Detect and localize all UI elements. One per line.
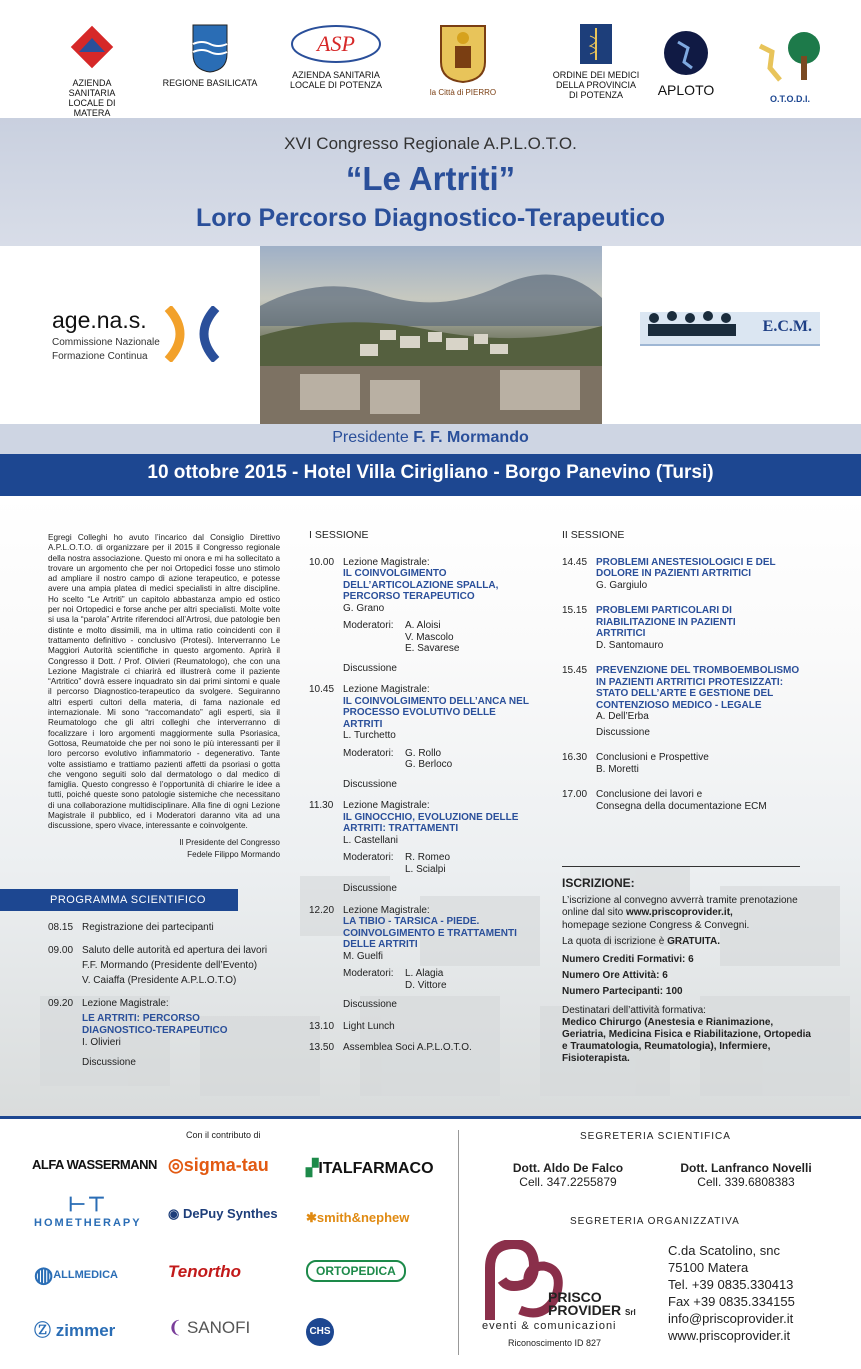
- session-1: [309, 530, 549, 1064]
- sponsor-italfarmaco: [306, 1158, 434, 1178]
- moderator: A. Aloisi: [405, 620, 441, 631]
- session-speaker: G. Gargiulo: [596, 579, 648, 591]
- program-text: Lezione Magistrale:: [82, 998, 169, 1009]
- moderator: G. Berloco: [405, 759, 453, 770]
- session-label: Lezione Magistrale:: [343, 684, 430, 695]
- moderators-label: Moderatori:: [343, 620, 394, 631]
- moderator: R. Romeo: [405, 852, 451, 863]
- program-role: (Presidente dell’Evento): [148, 960, 258, 971]
- contact-phone: Cell. 339.6808383: [697, 1175, 795, 1189]
- session-time: 15.45: [562, 665, 588, 676]
- program-topic: LE ARTRITI: PERCORSO DIAGNOSTICO-TERAPEUTICO: [82, 1013, 228, 1036]
- contact-name: Dott. Aldo De Falco: [512, 1161, 624, 1175]
- organizer-address: [668, 1242, 795, 1344]
- address-line: C.da Scatolino, snc: [668, 1243, 781, 1258]
- session-item: [562, 789, 812, 812]
- congress-title: “Le Artriti”: [345, 160, 516, 197]
- sponsor-sanofi: [168, 1318, 250, 1338]
- program-speaker: I. Olivieri: [82, 1037, 121, 1048]
- session-item: [309, 1042, 549, 1054]
- website-link[interactable]: www.priscoprovider.it: [668, 1328, 791, 1343]
- ordine-medici-logo: ORDINE DEI MEDICI DELLA PROVINCIA DI POTENZA: [548, 22, 644, 100]
- logo-strip: [0, 0, 861, 118]
- session-time: 17.00: [562, 789, 588, 800]
- registration-site: www.priscoprovider.it,: [625, 907, 733, 919]
- session-item: [309, 557, 549, 675]
- town-photo: [260, 246, 602, 424]
- address-line: 75100 Matera: [668, 1260, 749, 1275]
- sponsor-name: sigma-tau: [183, 1155, 269, 1175]
- caduceus-shield-icon: [578, 22, 614, 66]
- contact-2: [666, 1161, 826, 1189]
- registration-box: [562, 877, 812, 1070]
- session-time: 12.20: [309, 904, 335, 916]
- session-topic: PROBLEMI ANESTESIOLOGICI E DEL DOLORE IN PAZIENTI ARTRITICI: [596, 556, 776, 579]
- session-1-title: I SESSIONE: [309, 529, 369, 541]
- agenas-x-icon: [162, 306, 222, 362]
- moderators-label: Moderatori:: [343, 968, 394, 979]
- program-time: 09.00: [48, 945, 74, 956]
- program-time: 08.15: [48, 922, 74, 933]
- president-name: F. F. Mormando: [413, 429, 529, 446]
- agenas-sub2: Formazione Continua: [52, 350, 148, 362]
- session-topic: IL GINOCCHIO, EVOLUZIONE DELLE ARTRITI: TRATTAMENTI: [343, 811, 519, 834]
- session-time: 13.10: [309, 1020, 335, 1032]
- sponsor-name: SANOFI: [186, 1318, 251, 1337]
- session-discussion: Discussione: [343, 778, 397, 790]
- aploto-emblem-icon: [664, 28, 708, 78]
- prisco-name-line1: PRISCO: [548, 1289, 602, 1305]
- session-label: Consegna della documentazione ECM: [596, 800, 767, 812]
- session-speaker: M. Guelfi: [343, 950, 384, 962]
- scientific-secretariat-title: SEGRETERIA SCIENTIFICA: [580, 1131, 731, 1142]
- sponsor-sigma-tau: [168, 1155, 269, 1176]
- fax-line: Fax +39 0835.334155: [668, 1294, 795, 1309]
- intro-text: Egregi Colleghi ho avuto l’incarico dal Consiglio Direttivo A.P.L.O.T.O. di organizzare per il 2015 il Congresso regionale della nostra associazione. Questo mi onora e mi ha sollecitato a trovare un argomento che per noi Ortopedici fosse uno stimolo ad ampliare il nostro campo di azione terapeutico, e potesse avere una ampia platea di medici specialisti in altre discipline. Ho scelto “Le Artriti” un capitolo abbastanza ampio ed ostico per noi Ortopedici e forse anche per altri specialisti. Molte volte si usa la “parola” Artrite riferendoci all’Artrosi, due patologie ben distinte e molto dissimili, ma in ultima ratio coincidenti con il trattamento definitivo - conclusivo (Protesi). Interverranno Le Maggiori Autorità scientifiche in questo argomento. Aprirà il Congresso il Dott. / Prof. Olivieri (Reumatologo), che con una Lezione Magistrale ci chiarirà ed illustrerà come il paziente “Artritico” dovrà essere inquadrato sin dai primi sintomi e quale il percorso Diagnostico-terapeutico da svolgere. Seguiranno altri esperti cultori della materia, di fama nazionale ed internazionale. Mi sono “raccomandato” agli esperti, sia il Reumatologo che gli altri colleghi che interverranno di focalizzare i loro argomenti maggiormente sulla Psoriasica, Gottosa, Reumatoide che per noi sono le più interessanti per il loro percorso evolutivo infiammatorio - degenerativo. Tante volte assistiamo e trattiamo pazienti affetti da psoriasi o gotta che vengono seguiti solo dal dermatologo o dal medico di famiglia. Questo congresso è l’opportunità di chiarire le idee a tutti, poiché queste sono patologie sistemiche che necessitano di una collaborazione multidisciplinare. Alla fine di ogni Lezione Magistrale il pubblico, ed i Moderatori daranno vita ad una discussione, spero vivace, interessante e coinvolgente.: [48, 533, 280, 831]
- moderator: L. Scialpi: [405, 863, 446, 875]
- ecm-badge: [640, 312, 820, 346]
- moderators-label: Moderatori:: [343, 747, 394, 759]
- ecm-people-icon: [640, 302, 740, 336]
- audience-label: Destinatari dell’attività formativa:: [562, 1004, 706, 1016]
- regione-shield-icon: [190, 22, 230, 74]
- congress-subtitle: Loro Percorso Diagnostico-Terapeutico: [195, 204, 666, 232]
- session-label: Lezione Magistrale:: [343, 800, 430, 811]
- registration-text: L’iscrizione al convegno avverrà tramite prenotazione online dal sito: [562, 895, 798, 919]
- session-topic: IL COINVOLGIMENTO DELL’ARTICOLAZIONE SPALLA, PERCORSO TERAPEUTICO: [343, 568, 499, 602]
- sponsor-zimmer: [34, 1316, 115, 1341]
- session-item: [309, 800, 549, 895]
- session-label: Light Lunch: [343, 1020, 395, 1032]
- asp-ellipse-icon: [288, 22, 384, 66]
- session-item: [309, 905, 549, 1011]
- sponsor-name: HOMETHERAPY: [34, 1217, 142, 1229]
- registration-fee: GRATUITA.: [667, 935, 721, 947]
- phone-line: Tel. +39 0835.330413: [668, 1277, 794, 1292]
- program-time: 09.20: [48, 998, 74, 1009]
- otodi-tree-icon: [750, 28, 830, 90]
- sponsor-hometherapy: [34, 1192, 142, 1229]
- session-time: 14.45: [562, 556, 588, 568]
- prisco-srl: Srl: [625, 1308, 636, 1317]
- contact-phone: Cell. 347.2255879: [519, 1175, 617, 1189]
- session-topic: PREVENZIONE DEL TROMBOEMBOLISMO IN PAZIENTI ARTRITICI PROTESIZZATI: STATO DELL’ARTE E GESTIONE DEL CONTENZIOSO MEDICO - LEGALE: [596, 665, 800, 711]
- participants-count: Numero Partecipanti: 100: [562, 986, 683, 998]
- sanofi-icon: ❨: [168, 1318, 187, 1337]
- session-time: 13.50: [309, 1042, 335, 1053]
- session-topic: PROBLEMI PARTICOLARI DI RIABILITAZIONE IN PAZIENTI ARTRITICI: [596, 605, 736, 639]
- program-discussion: Discussione: [82, 1057, 136, 1068]
- session-speaker: B. Moretti: [596, 763, 639, 775]
- hometherapy-icon: ⊢⊤: [68, 1194, 108, 1216]
- session-label: Conclusione dei lavori e: [596, 789, 703, 800]
- contact-1: [498, 1161, 638, 1189]
- moderators-label: Moderatori:: [343, 852, 394, 863]
- hours-count: Numero Ore Attività: 6: [562, 970, 668, 982]
- organizing-secretariat-title: SEGRETERIA ORGANIZZATIVA: [570, 1216, 740, 1227]
- allmedica-icon: ◍: [34, 1262, 54, 1287]
- president-label: Presidente: [332, 429, 409, 446]
- session-item: [562, 752, 812, 775]
- sponsor-name: ITALFARMACO: [318, 1160, 434, 1177]
- program-item: [48, 998, 298, 1069]
- session-topic: LA TIBIO - TARSICA - PIEDE. COINVOLGIMENTO E TRATTAMENTI DELLE ARTRITI: [343, 916, 517, 950]
- congress-edition: XVI Congresso Regionale A.P.L.O.T.O.: [284, 134, 577, 153]
- moderator: L. Alagia: [405, 968, 444, 979]
- asl-matera-emblem-icon: [65, 22, 119, 74]
- session-item: [562, 557, 812, 592]
- prisco-tagline: eventi & comunicazioni: [482, 1320, 617, 1332]
- session-speaker: G. Grano: [343, 602, 385, 614]
- moderator: G. Rollo: [405, 747, 442, 759]
- ecm-label: E.C.M.: [762, 318, 812, 335]
- registration-title: ISCRIZIONE:: [562, 876, 635, 890]
- session-2-title: II SESSIONE: [562, 529, 625, 541]
- sponsor-chs: CHS: [306, 1318, 334, 1346]
- session-topic: IL COINVOLGIMENTO DELL’ANCA NEL PROCESSO EVOLUTIVO DELLE ARTRITI: [343, 695, 529, 730]
- footer-divider: [458, 1130, 459, 1355]
- asp-mark-text: ASP: [317, 31, 355, 56]
- session-item: [309, 684, 549, 790]
- session-time: 11.30: [309, 800, 334, 811]
- program-item: [48, 922, 298, 934]
- session-time: 16.30: [562, 752, 588, 763]
- moderator: D. Vittore: [405, 979, 447, 991]
- moderator: E. Savarese: [405, 643, 460, 654]
- sponsor-name: smith&nephew: [316, 1210, 410, 1225]
- aploto-logo: APLOTO: [650, 28, 722, 98]
- date-venue-bar: 10 ottobre 2015 - Hotel Villa Cirigliano - Borgo Panevino (Tursi): [0, 454, 861, 496]
- registration-fee-label: La quota di iscrizione è: [562, 935, 665, 947]
- program-role: (Presidente A.P.L.O.T.O): [124, 975, 237, 986]
- divider: [562, 866, 800, 867]
- sponsor-allmedica: [34, 1262, 118, 1288]
- email-link[interactable]: info@priscoprovider.it: [668, 1311, 794, 1326]
- sponsor-depuy: [168, 1206, 278, 1222]
- session-label: Lezione Magistrale:: [343, 904, 430, 916]
- signature-name: Fedele Filippo Mormando: [187, 849, 280, 859]
- session-discussion: Discussione: [343, 662, 397, 674]
- session-time: 15.15: [562, 605, 588, 616]
- sponsor-smith-nephew: [306, 1210, 409, 1226]
- session-item: [309, 1021, 549, 1033]
- audience-list: Medico Chirurgo (Anestesia e Rianimazione, Geriatria, Medicina Fisica e Riabilitazione, Ortopedia e Traumatologia, Reumatologia), Infermiere, Fisioterapista.: [562, 1016, 811, 1065]
- program-item: [48, 945, 298, 987]
- sigma-tau-icon: ◎: [168, 1155, 184, 1175]
- asp-potenza-logo: ASP AZIENDA SANITARIA LOCALE DI POTENZA: [284, 22, 388, 90]
- regione-basilicata-logo: REGIONE BASILICATA: [158, 22, 262, 88]
- intro-letter: [48, 533, 280, 860]
- session-discussion: Discussione: [343, 883, 397, 894]
- prisco-id: Riconoscimento ID 827: [508, 1338, 602, 1348]
- session-time: 10.45: [309, 684, 335, 695]
- contact-name: Dott. Lanfranco Novelli: [680, 1161, 812, 1175]
- president-bar: [0, 424, 861, 454]
- credits-count: Numero Crediti Formativi: 6: [562, 954, 694, 966]
- session-speaker: A. Dell’Erba: [596, 711, 649, 722]
- zimmer-icon: Ⓩ: [34, 1321, 56, 1340]
- town-landscape-illustration: [260, 246, 602, 424]
- session-2: [562, 530, 812, 822]
- signature-title: Il Presidente del Congresso: [179, 837, 280, 847]
- depuy-icon: ◉: [168, 1206, 183, 1221]
- registration-text: homepage sezione Congress & Convegni.: [562, 919, 750, 931]
- session-time: 10.00: [309, 556, 335, 568]
- agenas-sub1: Commissione Nazionale: [52, 336, 160, 348]
- program-person: F.F. Mormando: [82, 960, 149, 971]
- congress-header: [0, 118, 861, 246]
- italfarmaco-icon: ▞: [306, 1160, 319, 1177]
- city-crest-icon: [435, 22, 491, 84]
- sponsor-name: ALLMEDICA: [53, 1268, 118, 1281]
- program-list: [48, 922, 298, 1080]
- sponsor-name: zimmer: [55, 1321, 116, 1340]
- prisco-name-line2: PROVIDER: [548, 1302, 622, 1318]
- session-discussion: Discussione: [343, 999, 397, 1010]
- session-label: Lezione Magistrale:: [343, 556, 430, 568]
- sponsors-label: Con il contributo di: [186, 1130, 261, 1140]
- session-speaker: D. Santomauro: [596, 639, 664, 651]
- citta-pierro-logo: la Città di PIERRO: [428, 22, 498, 98]
- session-label: Conclusioni e Prospettive: [596, 752, 709, 763]
- program-person: V. Caiaffa: [82, 975, 125, 986]
- sponsor-name: DePuy Synthes: [182, 1206, 278, 1221]
- moderator: V. Mascolo: [405, 631, 454, 643]
- program-text: Registrazione dei partecipanti: [82, 922, 214, 933]
- sponsor-tenortho: Tenortho: [168, 1262, 242, 1281]
- session-speaker: L. Turchetto: [343, 730, 396, 741]
- sponsor-alfa-wassermann: ALFA WASSERMANN: [32, 1157, 157, 1172]
- session-label: Assemblea Soci A.P.L.O.T.O.: [343, 1042, 472, 1053]
- agenas-name: age.na.s.: [52, 306, 147, 333]
- program-text: Saluto delle autorità ed apertura dei lavori: [82, 945, 268, 956]
- sponsor-ortopedica: ORTOPEDICA: [306, 1260, 406, 1282]
- session-item: [562, 665, 812, 738]
- agenas-logo: [52, 306, 222, 362]
- otodi-logo: O.T.O.D.I.: [748, 28, 832, 104]
- program-title-bar: PROGRAMMA SCIENTIFICO: [0, 889, 238, 911]
- prisco-name: [548, 1291, 636, 1319]
- session-speaker: L. Castellani: [343, 834, 399, 846]
- asl-matera-logo: AZIENDA SANITARIA LOCALE DI MATERA: [50, 22, 134, 118]
- session-item: [562, 605, 812, 651]
- session-discussion: Discussione: [596, 726, 650, 738]
- smith-nephew-icon: ✱: [306, 1210, 317, 1225]
